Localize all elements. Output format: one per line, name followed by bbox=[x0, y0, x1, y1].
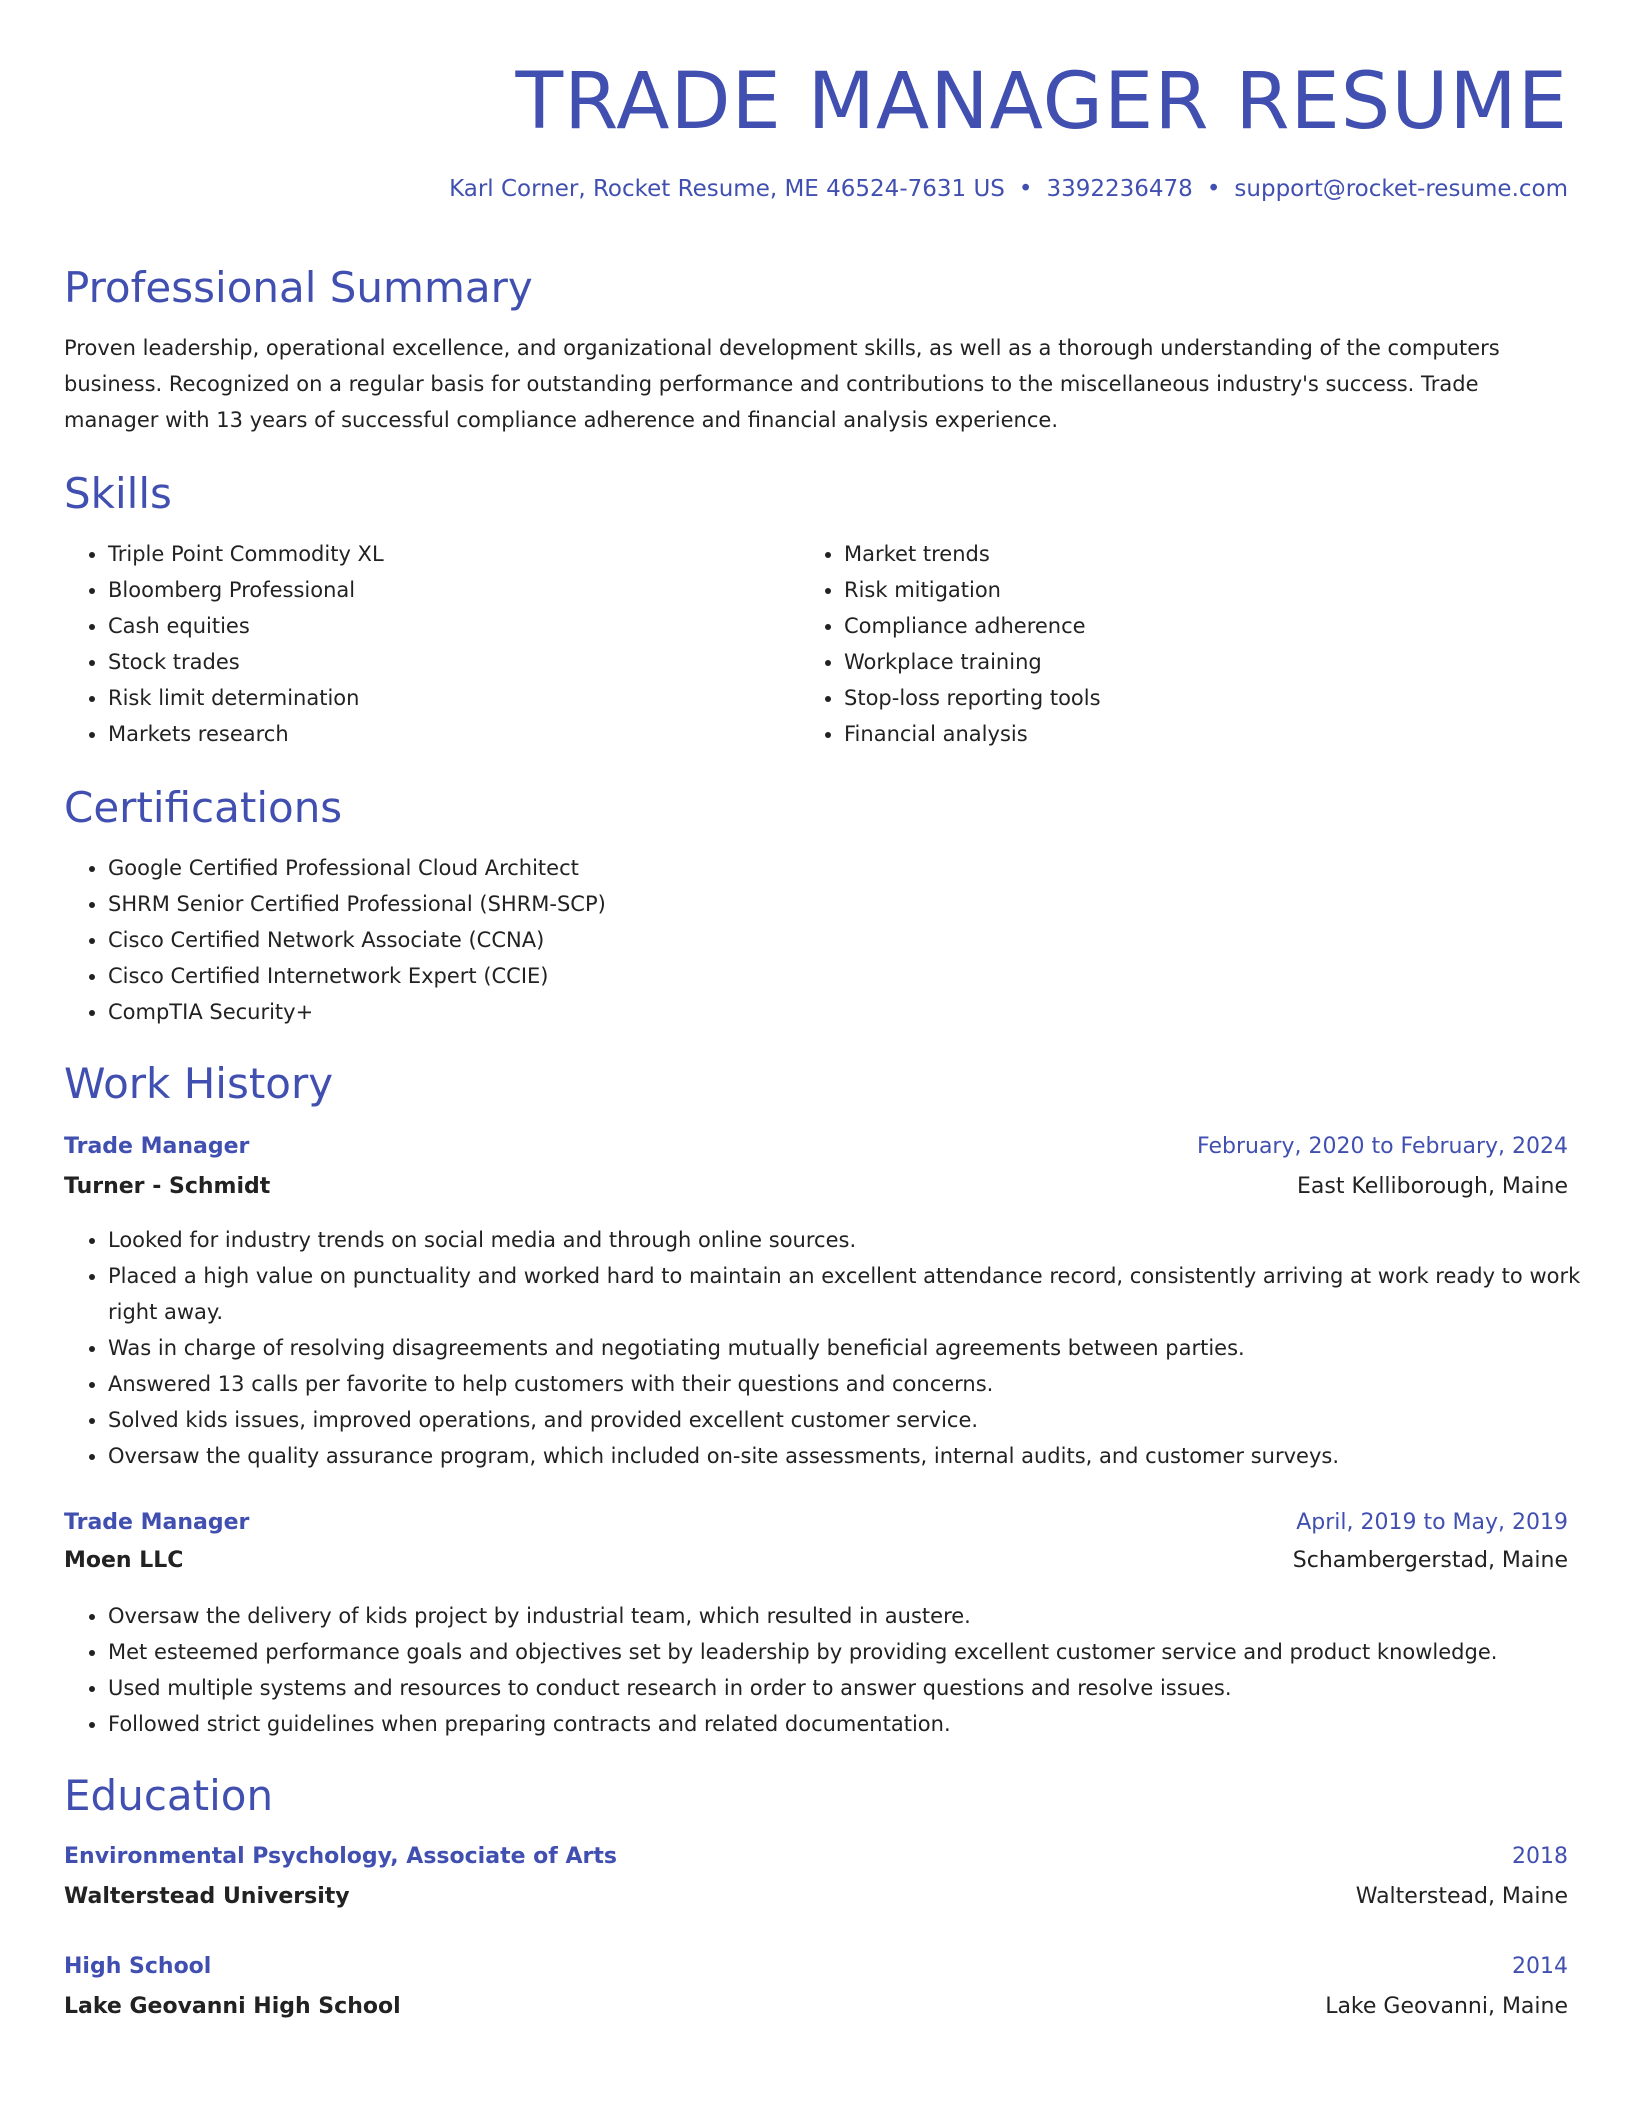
job-bullet: • Answered 13 calls per favorite to help customers with their questions and concerns. bbox=[108, 1366, 1612, 1402]
education-header bbox=[64, 1952, 1568, 1982]
job-dates: February, 2020 to February, 2024 bbox=[1197, 1134, 1568, 1159]
skill-item: • Stock trades bbox=[108, 644, 748, 680]
education-degree: Environmental Psychology, Associate of Arts bbox=[64, 1844, 617, 1869]
skills-heading: Skills bbox=[64, 469, 172, 518]
education-degree: High School bbox=[64, 1954, 212, 1979]
education-school: Walterstead University bbox=[64, 1884, 350, 1909]
job-bullet: • Solved kids issues, improved operations, and provided excellent customer service. bbox=[108, 1402, 1612, 1438]
job-bullets bbox=[64, 1222, 1612, 1474]
skill-item: • Stop-loss reporting tools bbox=[844, 680, 1484, 716]
job-company: Turner - Schmidt bbox=[64, 1174, 271, 1199]
resume-header bbox=[449, 52, 1568, 204]
job-bullet: • Followed strict guidelines when preparing contracts and related documentation. bbox=[108, 1706, 1612, 1742]
job-bullet: • Was in charge of resolving disagreements and negotiating mutually beneficial agreements between parties. bbox=[108, 1330, 1612, 1366]
job-bullet: • Placed a high value on punctuality and worked hard to maintain an excellent attendance record, consistently arriving at work ready to work right away. bbox=[108, 1258, 1612, 1330]
contact-phone[interactable]: 3392236478 bbox=[1046, 176, 1193, 202]
skills-list-right bbox=[800, 536, 1484, 752]
education-school-row bbox=[64, 1992, 1568, 2022]
resume-title: TRADE MANAGER RESUME bbox=[515, 57, 1568, 147]
certifications-list bbox=[64, 850, 1508, 1030]
contact-address: Karl Corner, Rocket Resume, ME 46524-7631 US bbox=[449, 176, 1005, 202]
education-school: Lake Geovanni High School bbox=[64, 1994, 401, 2019]
job-bullet: • Oversaw the delivery of kids project by industrial team, which resulted in austere. bbox=[108, 1598, 1612, 1634]
job-title: Trade Manager bbox=[64, 1510, 250, 1535]
job-bullets bbox=[64, 1598, 1612, 1742]
certifications-heading: Certifications bbox=[64, 783, 343, 832]
job-bullet: • Used multiple systems and resources to conduct research in order to answer questions and resolve issues. bbox=[108, 1670, 1612, 1706]
certification-item: • Cisco Certified Internetwork Expert (CCIE) bbox=[108, 958, 1508, 994]
education-school-row bbox=[64, 1882, 1568, 1912]
skill-item: • Cash equities bbox=[108, 608, 748, 644]
contact-line bbox=[449, 174, 1568, 204]
skill-item: • Triple Point Commodity XL bbox=[108, 536, 748, 572]
education-year: 2018 bbox=[1512, 1844, 1568, 1869]
certification-item: • Google Certified Professional Cloud Architect bbox=[108, 850, 1508, 886]
skill-item: • Bloomberg Professional bbox=[108, 572, 748, 608]
summary-heading: Professional Summary bbox=[64, 263, 533, 312]
job-bullet: • Oversaw the quality assurance program, which included on-site assessments, internal audits, and customer surveys. bbox=[108, 1438, 1612, 1474]
skill-item: • Market trends bbox=[844, 536, 1484, 572]
education-header bbox=[64, 1842, 1568, 1872]
contact-separator: • bbox=[1018, 176, 1033, 202]
contact-email[interactable]: support@rocket-resume.com bbox=[1234, 176, 1568, 202]
job-bullet: • Met esteemed performance goals and objectives set by leadership by providing excellent customer service and product knowledge. bbox=[108, 1634, 1612, 1670]
job-dates: April, 2019 to May, 2019 bbox=[1296, 1510, 1568, 1535]
skill-item: • Risk mitigation bbox=[844, 572, 1484, 608]
job-header bbox=[64, 1132, 1568, 1162]
education-year: 2014 bbox=[1512, 1954, 1568, 1979]
job-header bbox=[64, 1508, 1568, 1538]
skill-item: • Workplace training bbox=[844, 644, 1484, 680]
certification-item: • Cisco Certified Network Associate (CCNA) bbox=[108, 922, 1508, 958]
education-location: Lake Geovanni, Maine bbox=[1325, 1994, 1568, 2019]
certification-item: • CompTIA Security+ bbox=[108, 994, 1508, 1030]
job-bullet: • Looked for industry trends on social media and through online sources. bbox=[108, 1222, 1612, 1258]
skill-item: • Compliance adherence bbox=[844, 608, 1484, 644]
certification-item: • SHRM Senior Certified Professional (SHRM-SCP) bbox=[108, 886, 1508, 922]
skill-item: • Markets research bbox=[108, 716, 748, 752]
skill-item: • Financial analysis bbox=[844, 716, 1484, 752]
skill-item: • Risk limit determination bbox=[108, 680, 748, 716]
job-location: East Kelliborough, Maine bbox=[1296, 1174, 1568, 1199]
job-company-row bbox=[64, 1172, 1568, 1202]
education-location: Walterstead, Maine bbox=[1355, 1884, 1568, 1909]
summary-text: Proven leadership, operational excellence, and organizational development skills, as well as a thorough understanding of the computers business. Recognized on a regular basis for outstanding performance and contributions to the miscellaneous industry's success. Trade manager with 13 years of successful compliance adherence and financial analysis experience. bbox=[64, 336, 1500, 432]
work-history-heading: Work History bbox=[64, 1059, 334, 1108]
job-company-row bbox=[64, 1546, 1568, 1576]
education-heading: Education bbox=[64, 1771, 274, 1820]
job-location: Schambergerstad, Maine bbox=[1292, 1548, 1568, 1573]
job-title: Trade Manager bbox=[64, 1134, 250, 1159]
job-company: Moen LLC bbox=[64, 1548, 184, 1573]
contact-separator: • bbox=[1206, 176, 1221, 202]
skills-list-left bbox=[64, 536, 748, 752]
